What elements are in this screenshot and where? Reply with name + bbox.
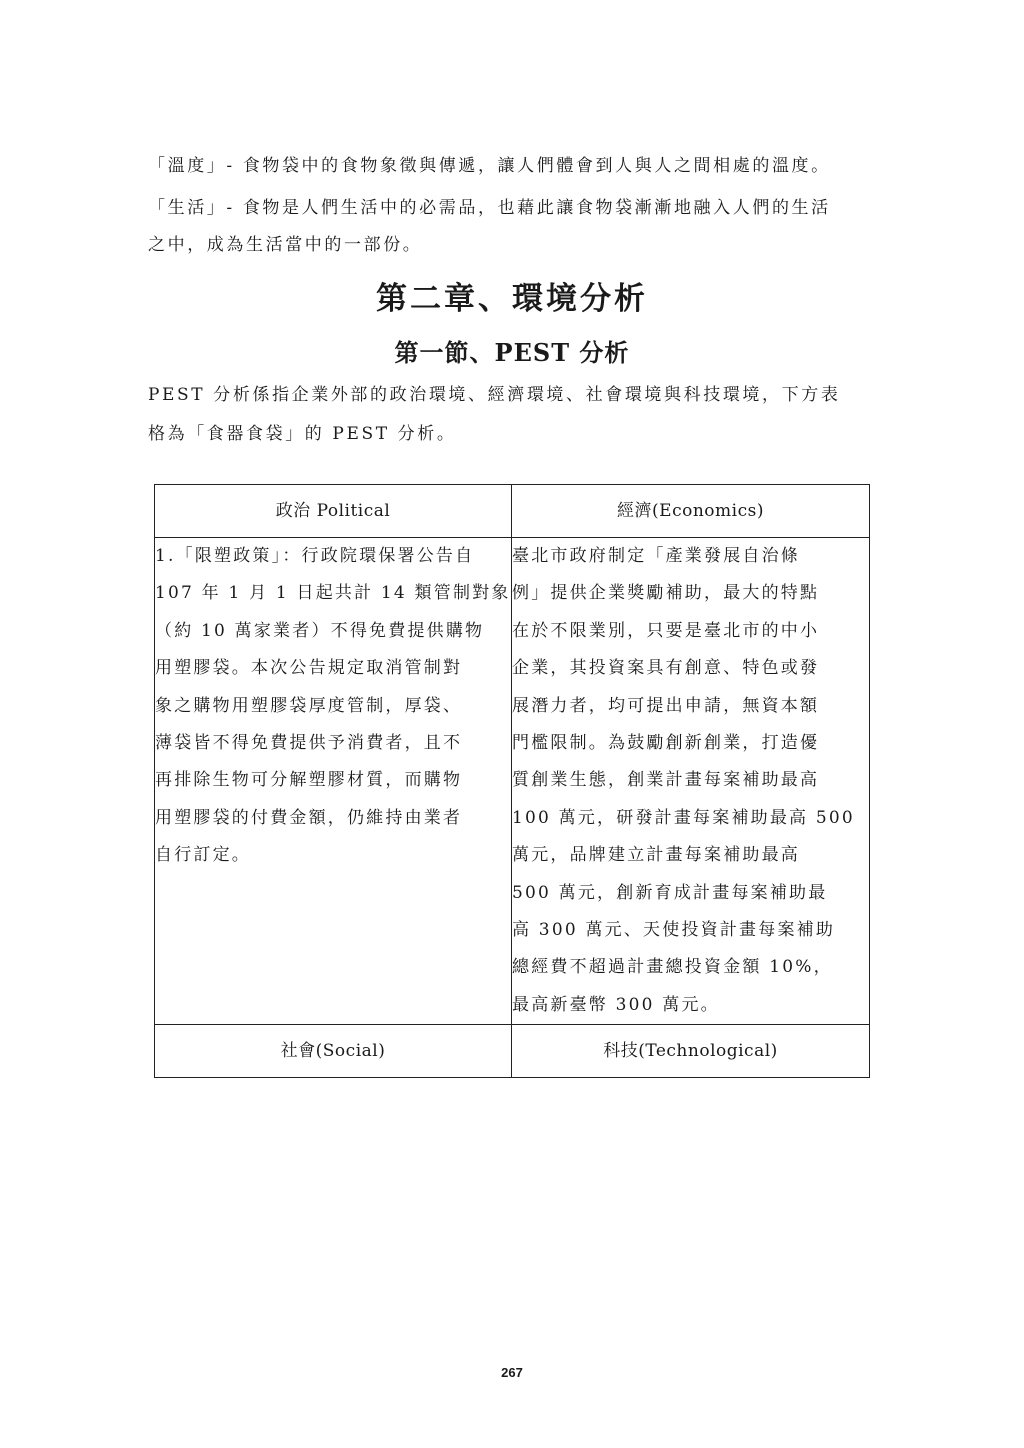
- intro-line-1: 「溫度」- 食物袋中的食物象徵與傳遞，讓人們體會到人與人之間相處的溫度。: [148, 156, 831, 176]
- economics-line: 100 萬元，研發計畫每案補助最高 500: [512, 807, 855, 828]
- section-paragraph-line-1: PEST 分析係指企業外部的政治環境、經濟環境、社會環境與科技環境，下方表: [148, 385, 841, 405]
- economics-line: 例」提供企業獎勵補助，最大的特點: [512, 583, 820, 604]
- economics-line: 高 300 萬元、天使投資計畫每案補助: [512, 920, 836, 941]
- political-line: 象之購物用塑膠袋厚度管制，厚袋、: [155, 695, 463, 716]
- table-footer-row: [155, 1025, 870, 1078]
- political-cell: [155, 538, 512, 1025]
- political-line: （約 10 萬家業者）不得免費提供購物: [155, 620, 485, 641]
- pest-table: [154, 484, 870, 1078]
- economics-cell: [512, 538, 870, 1025]
- political-line: 薄袋皆不得免費提供予消費者，且不: [155, 733, 463, 754]
- political-line: 用塑膠袋。本次公告規定取消管制對: [155, 658, 463, 679]
- header-social: 社會(Social): [155, 1025, 512, 1078]
- political-line: 自行訂定。: [155, 845, 251, 866]
- economics-line: 總經費不超過計畫總投資金額 10%，: [512, 957, 833, 978]
- economics-line: 企業，其投資案具有創意、特色或發: [512, 658, 820, 679]
- header-technological: 科技(Technological): [512, 1025, 870, 1078]
- page-number: 267: [501, 1365, 523, 1380]
- economics-line: 臺北市政府制定「產業發展自治條: [512, 546, 800, 566]
- economics-line: 展潛力者，均可提出申請，無資本額: [512, 695, 820, 716]
- economics-line: 最高新臺幣 300 萬元。: [512, 994, 720, 1015]
- economics-line: 門檻限制。為鼓勵創新創業，打造優: [512, 733, 820, 754]
- intro-line-3: 之中，成為生活當中的一部份。: [148, 235, 423, 255]
- intro-line-2: 「生活」- 食物是人們生活中的必需品，也藉此讓食物袋漸漸地融入人們的生活: [148, 198, 831, 218]
- economics-line: 500 萬元，創新育成計畫每案補助最: [512, 882, 828, 903]
- table-content-row: [155, 538, 870, 1025]
- section-title: 第一節、PEST 分析: [394, 338, 630, 367]
- economics-line: 萬元，品牌建立計畫每案補助最高: [512, 845, 800, 866]
- header-economics: 經濟(Economics): [512, 485, 870, 538]
- header-political: 政治 Political: [155, 485, 512, 538]
- section-paragraph-line-2: 格為「食器食袋」的 PEST 分析。: [148, 424, 457, 444]
- economics-line: 質創業生態，創業計畫每案補助最高: [512, 770, 820, 791]
- chapter-title: 第二章、環境分析: [376, 281, 648, 317]
- political-line: 再排除生物可分解塑膠材質，而購物: [155, 770, 463, 791]
- economics-line: 在於不限業別，只要是臺北市的中小: [512, 620, 820, 641]
- political-line: 用塑膠袋的付費金額，仍維持由業者: [155, 807, 463, 828]
- political-line: 1.「限塑政策」：行政院環保署公告自: [155, 546, 475, 566]
- political-line: 107 年 1 月 1 日起共計 14 類管制對象: [155, 583, 511, 604]
- table-header-row: [155, 485, 870, 538]
